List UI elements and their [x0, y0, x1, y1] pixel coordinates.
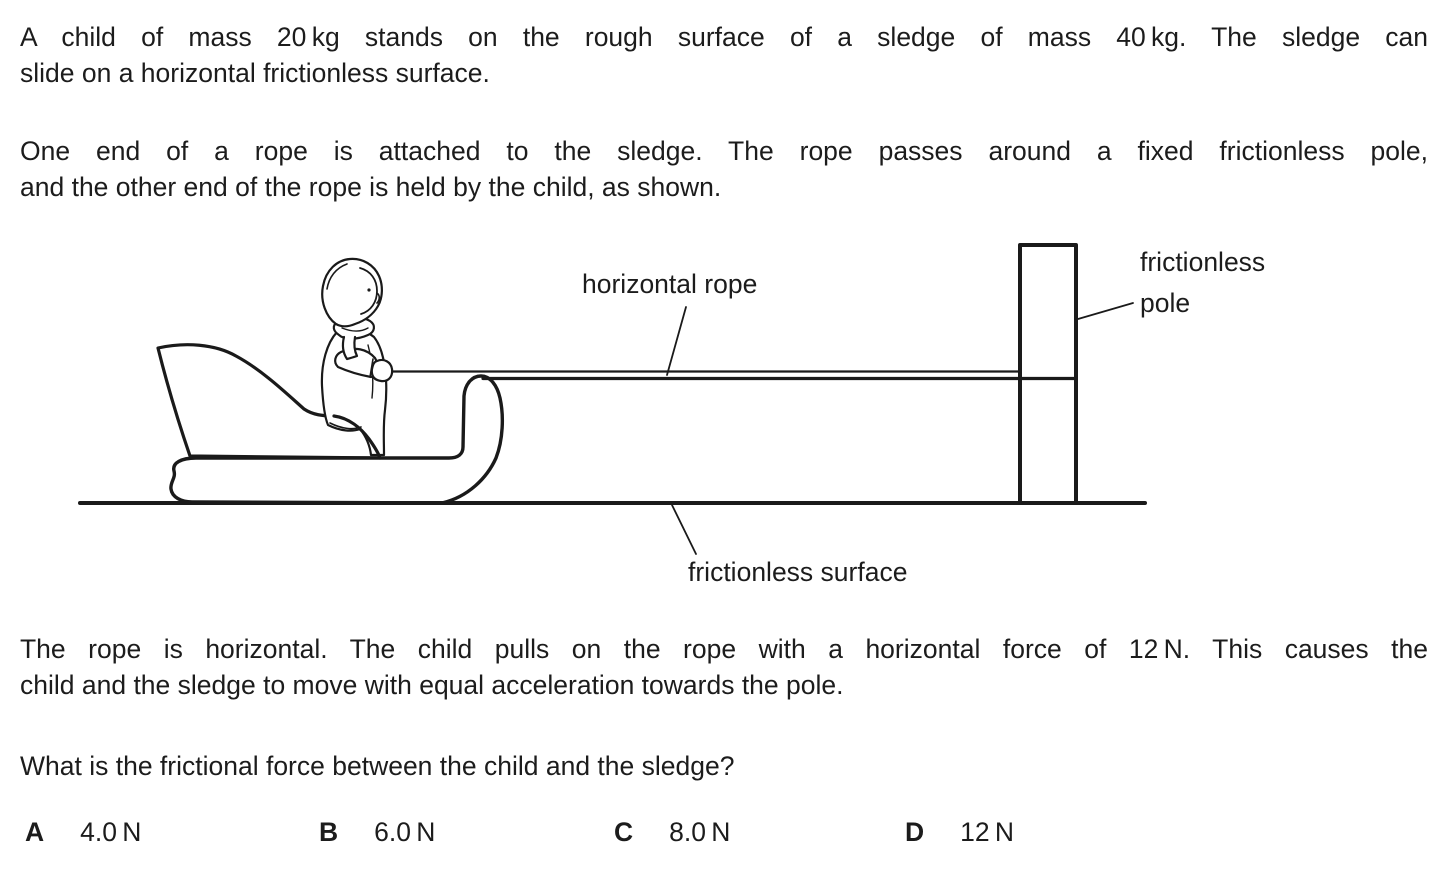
surface-label-leader	[672, 505, 696, 554]
child-hood	[322, 259, 382, 326]
option-b	[319, 814, 435, 850]
pole	[1020, 245, 1076, 503]
setup-paragraph	[20, 133, 1428, 205]
pole-label-leader	[1078, 303, 1133, 319]
option-d-value: 12 N	[960, 817, 1015, 847]
option-a-value: 4.0 N	[80, 817, 142, 847]
pole-label: frictionless pole	[1140, 247, 1266, 318]
option-a	[25, 814, 141, 850]
surface-label: frictionless surface	[688, 557, 908, 587]
question-prompt: What is the frictional force between the child and the sledge?	[20, 751, 735, 781]
rope-label-leader	[667, 307, 686, 375]
option-d	[905, 814, 1014, 850]
scarf-tail	[343, 337, 357, 359]
intro-line-1: A child of mass 20 kg stands on the rough surface of a sledge of mass 40 kg. The sledge can	[20, 22, 1428, 52]
action-paragraph	[20, 631, 1428, 703]
option-a-letter: A	[25, 817, 45, 847]
option-d-letter: D	[905, 817, 925, 847]
option-c-letter: C	[614, 817, 634, 847]
option-b-value: 6.0 N	[374, 817, 436, 847]
setup-line-1: One end of a rope is attached to the sledge. The rope passes around a fixed frictionless pole,	[20, 136, 1428, 166]
intro-paragraph	[20, 19, 1428, 91]
option-c-value: 8.0 N	[669, 817, 731, 847]
action-line-2: child and the sledge to move with equal acceleration towards the pole.	[20, 670, 844, 700]
rope-label: horizontal rope	[582, 269, 758, 299]
setup-line-2: and the other end of the rope is held by the child, as shown.	[20, 172, 722, 202]
eye-dot	[367, 288, 370, 291]
option-c	[614, 814, 730, 850]
answer-options	[0, 814, 1448, 854]
intro-line-2: slide on a horizontal frictionless surface.	[20, 58, 490, 88]
action-line-1: The rope is horizontal. The child pulls on the rope with a horizontal force of 12 N. This causes the	[20, 634, 1428, 664]
child-mitten	[372, 360, 392, 381]
option-b-letter: B	[319, 817, 339, 847]
